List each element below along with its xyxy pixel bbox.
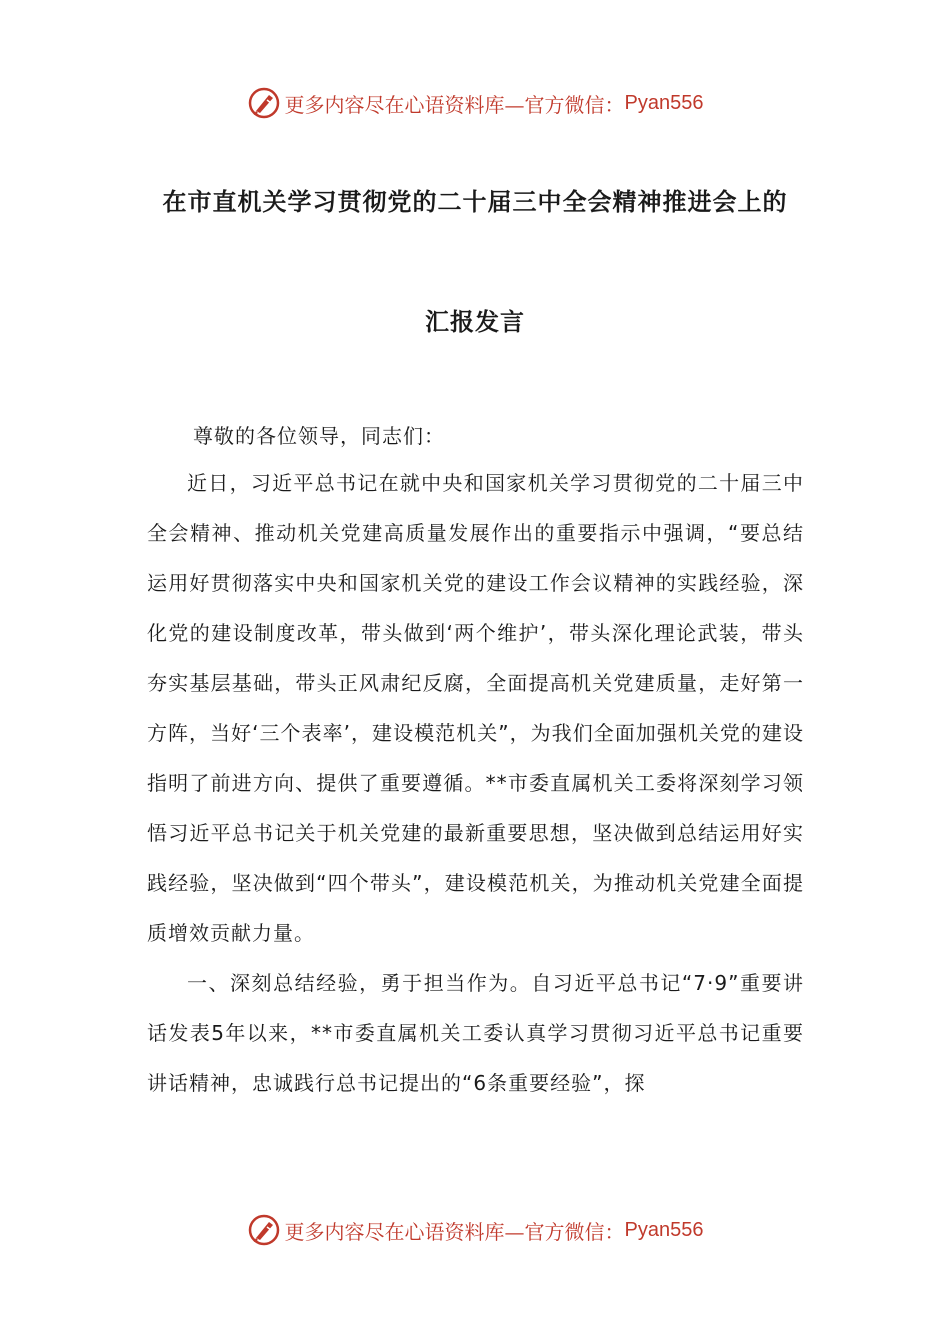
document-title-line-1: 在市直机关学习贯彻党的二十届三中全会精神推进会上的 <box>162 188 788 216</box>
watermark-banner-bottom <box>0 1210 950 1250</box>
pen-logo-icon <box>247 1213 281 1247</box>
document-title-line-2: 汇报发言 <box>425 308 525 336</box>
watermark-text: 更多内容尽在心语资料库—官方微信： <box>284 1219 625 1244</box>
watermark-wechat-id: Pyan556 <box>624 91 704 114</box>
watermark-banner-top <box>0 83 950 123</box>
watermark-wechat-id: Pyan556 <box>624 1218 704 1241</box>
watermark-text: 更多内容尽在心语资料库—官方微信： <box>284 92 625 117</box>
salutation: 尊敬的各位领导，同志们： <box>193 424 445 448</box>
document-body <box>147 458 804 1108</box>
pen-logo-icon <box>247 86 281 120</box>
body-paragraph: 近日，习近平总书记在就中央和国家机关学习贯彻党的二十届三中全会精神、推动机关党建高质量发展作出的重要指示中强调，“要总结运用好贯彻落实中央和国家机关党的建设工作会议精神的实践经验，深化党的建设制度改革，带头做到‘两个维护’，带头深化理论武装，带头夯实基层基础，带头正风肃纪反腐，全面提高机关党建质量，走好第一方阵，当好‘三个表率’，建设模范机关”，为我们全面加强机关党的建设指明了前进方向、提供了重要遵循。**市委直属机关工委将深刻学习领悟习近平总书记关于机关党建的最新重要思想，坚决做到总结运用好实践经验，坚决做到“四个带头”，建设模范机关，为推动机关党建全面提质增效贡献力量。 <box>147 471 804 945</box>
body-paragraph: 一、深刻总结经验，勇于担当作为。自习近平总书记“7·9”重要讲话发表5年以来，**市委直属机关工委认真学习贯彻习近平总书记重要讲话精神，忠诚践行总书记提出的“6条重要经验”，探 <box>147 971 804 1095</box>
